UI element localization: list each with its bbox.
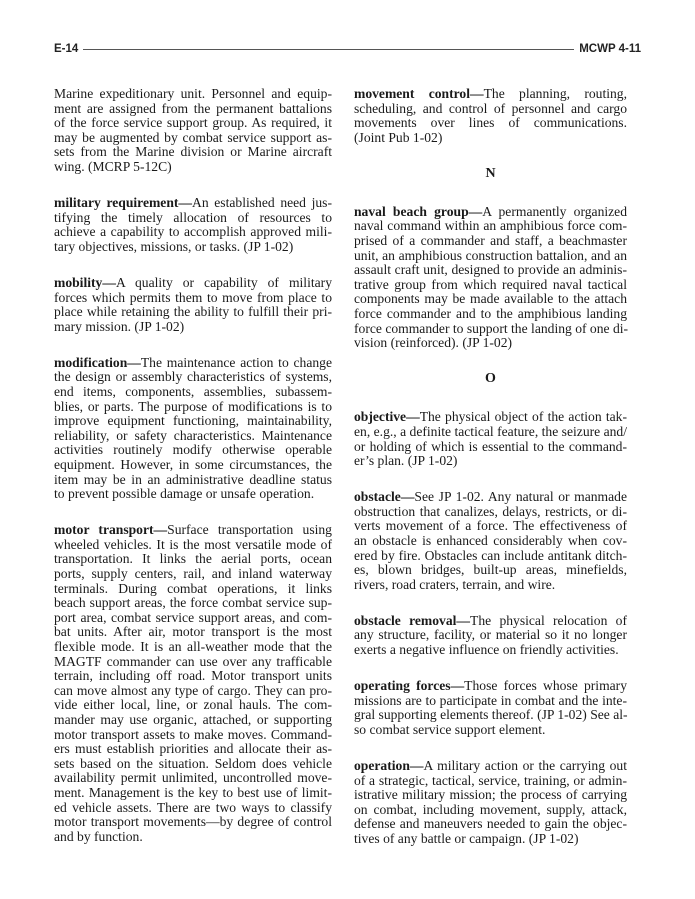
glossary-entry-operation — [354, 759, 627, 847]
text-line — [354, 205, 627, 220]
text-line: ment. Management is the key to best use of limit- — [54, 784, 332, 800]
text-line: trative group from which required naval tactical — [354, 276, 627, 292]
text-line: equipment. However, in some circumstances, the — [54, 456, 332, 472]
definition-text: The physical object of the action tak- — [419, 409, 627, 425]
term: motor transport— — [54, 522, 168, 538]
text-line: bat units. After air, motor transport is the most — [54, 624, 332, 640]
term: military requirement— — [54, 195, 193, 211]
definition-text: Those forces whose primary — [464, 678, 628, 694]
text-line: defense and maneuvers needed to gain the objec- — [354, 816, 627, 832]
left-column — [54, 87, 332, 866]
text-line: motor transport movements—by degree of control — [54, 814, 332, 830]
header-rule — [83, 49, 574, 50]
text-line: an obstacle is enhanced considerably when cov- — [354, 532, 627, 548]
text-line: rivers, road craters, terrain, and wire. — [354, 576, 556, 592]
text-line — [54, 523, 332, 538]
text-line: assault craft unit, designed to provide an adminis- — [354, 262, 627, 278]
text-line: or holding of which is essential to the command- — [354, 438, 627, 454]
glossary-entry-operating-forces — [354, 679, 627, 737]
glossary-entry-modification — [54, 356, 332, 502]
text-line — [54, 356, 332, 371]
glossary-entry-objective — [354, 410, 627, 468]
text-line: end items, components, assemblies, subassem- — [54, 384, 332, 399]
section-letter-o: O — [485, 371, 496, 387]
text-line: transportation. It links the aerial ports, ocean — [54, 551, 332, 567]
text-line — [354, 490, 627, 505]
text-line: and by function. — [54, 828, 143, 844]
definition-text: A permanently organized — [482, 203, 628, 219]
text-line: (Joint Pub 1-02) — [354, 129, 443, 145]
text-line — [354, 410, 627, 425]
text-line: MAGTF commander can use over any trafficable — [54, 653, 332, 669]
publication-id: MCWP 4-11 — [579, 43, 641, 55]
text-line: ers must establish priorities and allocate their as- — [54, 741, 332, 757]
text-line: motor transport assets to make moves. Command- — [54, 726, 332, 742]
right-column — [354, 87, 627, 868]
text-line: of a strategic, tactical, service, training, or admin- — [354, 772, 627, 788]
text-line: place while retaining the ability to fulfill their pri- — [54, 304, 332, 320]
text-line: terminals. During combat operations, it links — [54, 580, 332, 596]
text-line: ports, supply centers, rail, and inland waterway — [54, 566, 332, 582]
glossary-entry-movement-control — [354, 87, 627, 145]
text-line: vide either local, line, or zonal hauls. The com- — [54, 697, 332, 713]
text-line: components may be made available to the attach — [354, 291, 627, 307]
text-line: naval command within an amphibious force com- — [354, 218, 627, 234]
term: operating forces— — [354, 678, 465, 694]
glossary-entry-obstacle — [354, 490, 627, 592]
text-line: terrain, including off road. Motor transport units — [54, 668, 332, 684]
text-line: exerts a negative influence on friendly activities. — [354, 642, 619, 658]
text-line: gral supporting elements thereof. (JP 1-02) See al- — [354, 707, 628, 723]
text-line: missions are to participate in combat and the inte- — [354, 692, 627, 708]
text-line: any structure, facility, or material so it no longer — [354, 627, 627, 643]
text-line: verts movement of a force. The effectiveness of — [354, 518, 627, 534]
text-line: of the force service support group. As required, it — [54, 115, 332, 131]
text-line: vision (reinforced). (JP 1-02) — [354, 335, 513, 351]
term: mobility— — [54, 274, 116, 290]
text-line: port area, combat service support areas, and com- — [54, 609, 332, 625]
text-line: so combat service support element. — [354, 721, 546, 737]
term: naval beach group— — [354, 203, 483, 219]
text-line: activities routinely modify otherwise operable — [54, 442, 332, 458]
glossary-entry-naval-beach-group — [354, 205, 627, 351]
definition-text: A quality or capability of military — [115, 274, 332, 290]
definition-text: A military action or the carrying out — [423, 758, 627, 773]
glossary-entry-military-requirement — [54, 196, 332, 254]
text-line: ed vehicle assets. There are two ways to classify — [54, 799, 332, 815]
definition-text: See JP 1-02. Any natural or manmade — [414, 489, 627, 505]
text-line: unit, an amphibious construction battalion, and an — [354, 247, 627, 263]
text-line: force commander to support the landing of one di- — [354, 320, 629, 336]
text-line: beach support areas, the force combat service sup- — [54, 595, 332, 611]
text-line: wheeled vehicles. It is the most versatile mode of — [54, 536, 332, 552]
text-line — [354, 759, 627, 774]
text-line: improve equipment functioning, maintainability, — [54, 413, 332, 429]
text-line: scheduling, and control of personnel and cargo — [354, 100, 627, 116]
definition-text: The physical relocation of — [470, 612, 627, 628]
text-line: sets based on the situation. Seldom does vehicle — [54, 755, 332, 771]
page-number: E-14 — [54, 43, 79, 55]
text-line: on combat, including movement, supply, attack, — [354, 801, 627, 817]
glossary-entry-mobility — [54, 276, 332, 334]
text-line: flexible mode. It is an all-weather mode that the — [54, 639, 332, 654]
text-line — [54, 196, 332, 211]
text-line: to prevent possible damage or unsafe operation. — [54, 486, 315, 502]
definition-text: The planning, routing, — [483, 86, 627, 101]
text-line: forces which permits them to move from place to — [54, 289, 332, 305]
term: obstacle removal— — [354, 612, 471, 628]
text-line: the design or assembly characteristics of systems, — [54, 369, 332, 385]
text-line: force commander and to the amphibious landing — [354, 306, 627, 322]
glossary-entry-obstacle-removal — [354, 614, 627, 658]
text-line: ment are assigned from the permanent battalions — [54, 100, 332, 116]
text-line — [354, 614, 627, 629]
text-line: sets from the Marine division or Marine aircraft — [54, 144, 332, 160]
text-line: prised of a commander and staff, a beachmaster — [354, 233, 627, 249]
definition-text: Surface transportation using — [167, 522, 332, 538]
text-line: item may be in an administrative deadline status — [54, 471, 332, 487]
text-line: Marine expeditionary unit. Personnel and equip- — [54, 86, 332, 101]
text-line: en, e.g., a definite tactical feature, the seizure and/ — [354, 423, 627, 439]
glossary-entry-continued — [54, 87, 332, 175]
text-line: ered by fire. Obstacles can include antitank ditch- — [354, 547, 627, 563]
term: obstacle— — [354, 489, 415, 505]
term: movement control— — [354, 86, 484, 101]
text-line: istrative military mission; the process of carrying — [354, 787, 627, 803]
definition-text: An established need jus- — [192, 195, 332, 211]
term: modification— — [54, 354, 141, 370]
text-line: blies, or parts. The purpose of modifications is to — [54, 398, 332, 414]
term: objective— — [354, 409, 420, 425]
text-line: availability permit unlimited, uncontrolled move- — [54, 770, 332, 786]
text-line: tifying the timely allocation of resources to — [54, 209, 332, 225]
term: operation— — [354, 758, 424, 773]
definition-text: The maintenance action to change — [140, 354, 332, 370]
text-line: mander may use organic, attached, or supporting — [54, 711, 332, 727]
text-line: wing. (MCRP 5-12C) — [54, 158, 172, 174]
page-header — [54, 41, 641, 57]
text-line — [354, 87, 627, 102]
glossary-entry-motor-transport — [54, 523, 332, 844]
text-line: reliability, or safety characteristics. Maintenance — [54, 427, 332, 443]
text-line: may be augmented by combat service support as- — [54, 129, 332, 145]
section-letter-n: N — [485, 165, 496, 181]
text-line: es, blown bridges, built-up areas, minefields, — [354, 562, 627, 578]
text-line: movements over lines of communications. — [354, 115, 627, 131]
text-line: mary mission. (JP 1-02) — [54, 318, 185, 334]
text-line — [54, 276, 332, 291]
text-line — [354, 679, 627, 694]
text-line: can move almost any type of cargo. They can pro- — [54, 682, 332, 698]
text-line: achieve a capability to accomplish approved mili- — [54, 224, 332, 240]
text-line: obstruction that canalizes, delays, restricts, or di- — [354, 503, 627, 519]
text-line: tary objectives, missions, or tasks. (JP 1-02) — [54, 238, 294, 254]
text-line: tives of any battle or campaign. (JP 1-02) — [354, 830, 579, 846]
text-line: er’s plan. (JP 1-02) — [354, 453, 458, 469]
